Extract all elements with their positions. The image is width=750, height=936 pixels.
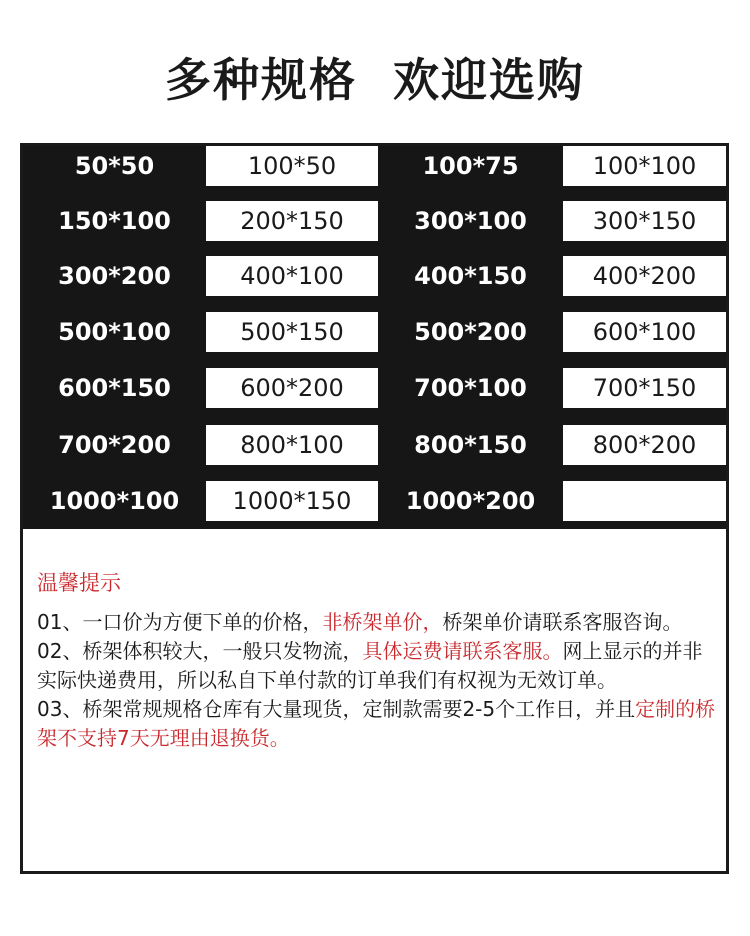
spec-cell: 1000*200	[405, 487, 536, 515]
spec-cell: 100*75	[422, 152, 519, 180]
spec-row	[23, 481, 726, 521]
notice-item-3-highlight: 定制的桥架不支持7天无理由退换货。	[37, 697, 716, 750]
notice-item-2	[37, 637, 717, 695]
notice-item-2-highlight: 具体运费请联系客服。	[362, 639, 563, 663]
spec-cell: 400*200	[563, 256, 726, 296]
spec-cell: 400*150	[414, 262, 527, 290]
spec-cell: 1000*100	[49, 487, 180, 515]
spec-row	[23, 368, 726, 408]
spec-cell: 800*200	[563, 425, 726, 465]
notice-item-3	[37, 695, 717, 753]
spec-cell: 150*100	[58, 207, 171, 235]
spec-cell	[563, 481, 726, 521]
spec-cell: 100*50	[206, 146, 378, 186]
spec-cell: 700*200	[58, 431, 171, 459]
spec-cell: 1000*150	[206, 481, 378, 521]
spec-row	[23, 425, 726, 465]
spec-cell: 500*200	[414, 318, 527, 346]
spec-cell: 500*100	[58, 318, 171, 346]
spec-cell: 600*150	[58, 374, 171, 402]
spec-cell: 50*50	[74, 152, 155, 180]
spec-row	[23, 146, 726, 186]
notice-title: 温馨提示	[37, 571, 121, 595]
spec-cell: 400*100	[206, 256, 378, 296]
spec-row	[23, 201, 726, 241]
spec-cell: 700*100	[414, 374, 527, 402]
spec-cell: 800*100	[206, 425, 378, 465]
spec-grid	[23, 146, 726, 529]
notice-item-1	[37, 608, 717, 637]
spec-cell: 700*150	[563, 368, 726, 408]
spec-cell: 100*100	[563, 146, 726, 186]
notice-item-3-text: 03、桥架常规规格仓库有大量现货，定制款需要2-5个工作日，并且	[37, 697, 636, 721]
notice-item-1-tail: 桥架单价请联系客服咨询。	[442, 610, 683, 634]
spec-cell: 300*150	[563, 201, 726, 241]
spec-cell: 500*150	[206, 312, 378, 352]
notice-item-1-text: 01、一口价为方便下单的价格，	[37, 610, 323, 634]
spec-row	[23, 256, 726, 296]
page-title: 多种规格 欢迎选购	[164, 53, 586, 107]
spec-table-frame	[20, 143, 729, 874]
spec-row	[23, 312, 726, 352]
notice-item-1-highlight: 非桥架单价，	[322, 610, 443, 634]
spec-cell: 800*150	[414, 431, 527, 459]
notice-section	[37, 568, 717, 753]
spec-cell: 300*200	[58, 262, 171, 290]
notice-item-2-tail: 网上显示的并非实际快递费用，所以私自下单付款的订单我们有权视为无效订单。	[37, 639, 703, 692]
notice-item-2-text: 02、桥架体积较大，一般只发物流，	[37, 639, 363, 663]
spec-cell: 200*150	[206, 201, 378, 241]
spec-cell: 300*100	[414, 207, 527, 235]
spec-cell: 600*200	[206, 368, 378, 408]
spec-cell: 600*100	[563, 312, 726, 352]
